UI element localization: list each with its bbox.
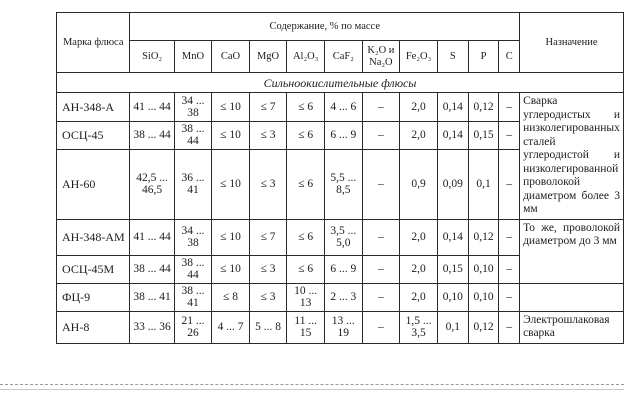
- cell-k2o: –: [362, 219, 400, 255]
- cell-s: 0,14: [437, 121, 468, 150]
- cell-caf2: 2 ... 3: [325, 283, 363, 311]
- table-row: [57, 311, 624, 343]
- col-k2o-na2o: K₂O и Na₂O: [362, 41, 400, 73]
- col-cao: CaO: [212, 41, 249, 73]
- cell-mgo: ≤ 7: [249, 93, 287, 122]
- cell-p: 0,15: [468, 121, 499, 150]
- cell-k2o: –: [362, 93, 400, 122]
- page-divider-line: [0, 384, 624, 385]
- cell-sio2: 38 ... 44: [130, 121, 174, 150]
- page-divider-line-2: [0, 389, 624, 390]
- col-caf2: CaF₂: [325, 41, 363, 73]
- cell-c: –: [499, 255, 520, 283]
- cell-mgo: ≤ 3: [249, 255, 287, 283]
- cell-cao: ≤ 10: [212, 255, 249, 283]
- cell-fe2o3: 2,0: [400, 219, 438, 255]
- cell-al2o3: 10 ... 13: [287, 283, 325, 311]
- cell-mno: 21 ... 26: [174, 311, 212, 343]
- section-title: Сильноокислительные флюсы: [57, 73, 624, 93]
- cell-s: 0,15: [437, 255, 468, 283]
- cell-s: 0,14: [437, 93, 468, 122]
- cell-fe2o3: 2,0: [400, 93, 438, 122]
- cell-mgo: ≤ 3: [249, 283, 287, 311]
- cell-c: –: [499, 150, 520, 219]
- cell-c: –: [499, 121, 520, 150]
- col-mgo: MgO: [249, 41, 287, 73]
- cell-s: 0,09: [437, 150, 468, 219]
- cell-k2o: –: [362, 121, 400, 150]
- cell-caf2: 3,5 ... 5,0: [325, 219, 363, 255]
- cell-cao: ≤ 10: [212, 93, 249, 122]
- cell-name: ОСЦ-45: [57, 121, 130, 150]
- cell-s: 0,14: [437, 219, 468, 255]
- cell-fe2o3: 1,5 ... 3,5: [400, 311, 438, 343]
- col-al2o3: Al₂O₃: [287, 41, 325, 73]
- cell-al2o3: ≤ 6: [287, 150, 325, 219]
- cell-name: АН-60: [57, 150, 130, 219]
- header-content: Содержание, % по массе: [130, 13, 520, 41]
- cell-sio2: 41 ... 44: [130, 219, 174, 255]
- purpose-empty: [520, 283, 624, 311]
- purpose-group-1: Сварка углеродистых и низколегированных сталей углеродистой и низколегированной проволокой диаметром более 3 мм: [520, 93, 624, 220]
- cell-mno: 38 ... 44: [174, 255, 212, 283]
- cell-al2o3: ≤ 6: [287, 93, 325, 122]
- cell-sio2: 41 ... 44: [130, 93, 174, 122]
- cell-mgo: ≤ 3: [249, 121, 287, 150]
- cell-mno: 34 ... 38: [174, 219, 212, 255]
- cell-c: –: [499, 283, 520, 311]
- cell-sio2: 38 ... 44: [130, 255, 174, 283]
- cell-mno: 36 ... 41: [174, 150, 212, 219]
- cell-cao: 4 ... 7: [212, 311, 249, 343]
- purpose-group-3: Электрошлаковая сварка: [520, 311, 624, 343]
- cell-fe2o3: 2,0: [400, 255, 438, 283]
- cell-mno: 38 ... 41: [174, 283, 212, 311]
- cell-fe2o3: 2,0: [400, 283, 438, 311]
- cell-al2o3: 11 ... 15: [287, 311, 325, 343]
- cell-p: 0,12: [468, 311, 499, 343]
- cell-k2o: –: [362, 311, 400, 343]
- header-purpose: Назначение: [520, 13, 624, 73]
- cell-al2o3: ≤ 6: [287, 121, 325, 150]
- cell-name: АН-348-А: [57, 93, 130, 122]
- cell-p: 0,12: [468, 219, 499, 255]
- cell-caf2: 5,5 ... 8,5: [325, 150, 363, 219]
- cell-p: 0,10: [468, 283, 499, 311]
- cell-caf2: 6 ... 9: [325, 121, 363, 150]
- cell-al2o3: ≤ 6: [287, 219, 325, 255]
- flux-composition-table: [56, 12, 624, 344]
- cell-name: АН-348-АМ: [57, 219, 130, 255]
- cell-mgo: 5 ... 8: [249, 311, 287, 343]
- cell-caf2: 4 ... 6: [325, 93, 363, 122]
- col-s: S: [437, 41, 468, 73]
- cell-sio2: 33 ... 36: [130, 311, 174, 343]
- col-p: P: [468, 41, 499, 73]
- cell-c: –: [499, 93, 520, 122]
- col-sio2: SiO₂: [130, 41, 174, 73]
- cell-mgo: ≤ 7: [249, 219, 287, 255]
- cell-name: АН-8: [57, 311, 130, 343]
- cell-c: –: [499, 311, 520, 343]
- cell-fe2o3: 2,0: [400, 121, 438, 150]
- cell-cao: ≤ 10: [212, 121, 249, 150]
- header-flux-grade: Марка флюса: [57, 13, 130, 73]
- cell-fe2o3: 0,9: [400, 150, 438, 219]
- cell-sio2: 42,5 ... 46,5: [130, 150, 174, 219]
- cell-caf2: 6 ... 9: [325, 255, 363, 283]
- table-row: [57, 283, 624, 311]
- cell-p: 0,12: [468, 93, 499, 122]
- cell-al2o3: ≤ 6: [287, 255, 325, 283]
- cell-k2o: –: [362, 255, 400, 283]
- cell-caf2: 13 ... 19: [325, 311, 363, 343]
- col-mno: MnO: [174, 41, 212, 73]
- cell-cao: ≤ 8: [212, 283, 249, 311]
- cell-name: ФЦ-9: [57, 283, 130, 311]
- col-fe2o3: Fe₂O₃: [400, 41, 438, 73]
- cell-name: ОСЦ-45М: [57, 255, 130, 283]
- table-row: [57, 219, 624, 255]
- cell-mno: 38 ... 44: [174, 121, 212, 150]
- cell-p: 0,1: [468, 150, 499, 219]
- table-row: [57, 93, 624, 122]
- cell-k2o: –: [362, 283, 400, 311]
- cell-k2o: –: [362, 150, 400, 219]
- col-c: C: [499, 41, 520, 73]
- cell-mgo: ≤ 3: [249, 150, 287, 219]
- cell-s: 0,1: [437, 311, 468, 343]
- cell-cao: ≤ 10: [212, 219, 249, 255]
- cell-mno: 34 ... 38: [174, 93, 212, 122]
- cell-c: –: [499, 219, 520, 255]
- cell-cao: ≤ 10: [212, 150, 249, 219]
- cell-s: 0,10: [437, 283, 468, 311]
- cell-sio2: 38 ... 41: [130, 283, 174, 311]
- purpose-group-2: То же, проволокой диаметром до 3 мм: [520, 219, 624, 283]
- cell-p: 0,10: [468, 255, 499, 283]
